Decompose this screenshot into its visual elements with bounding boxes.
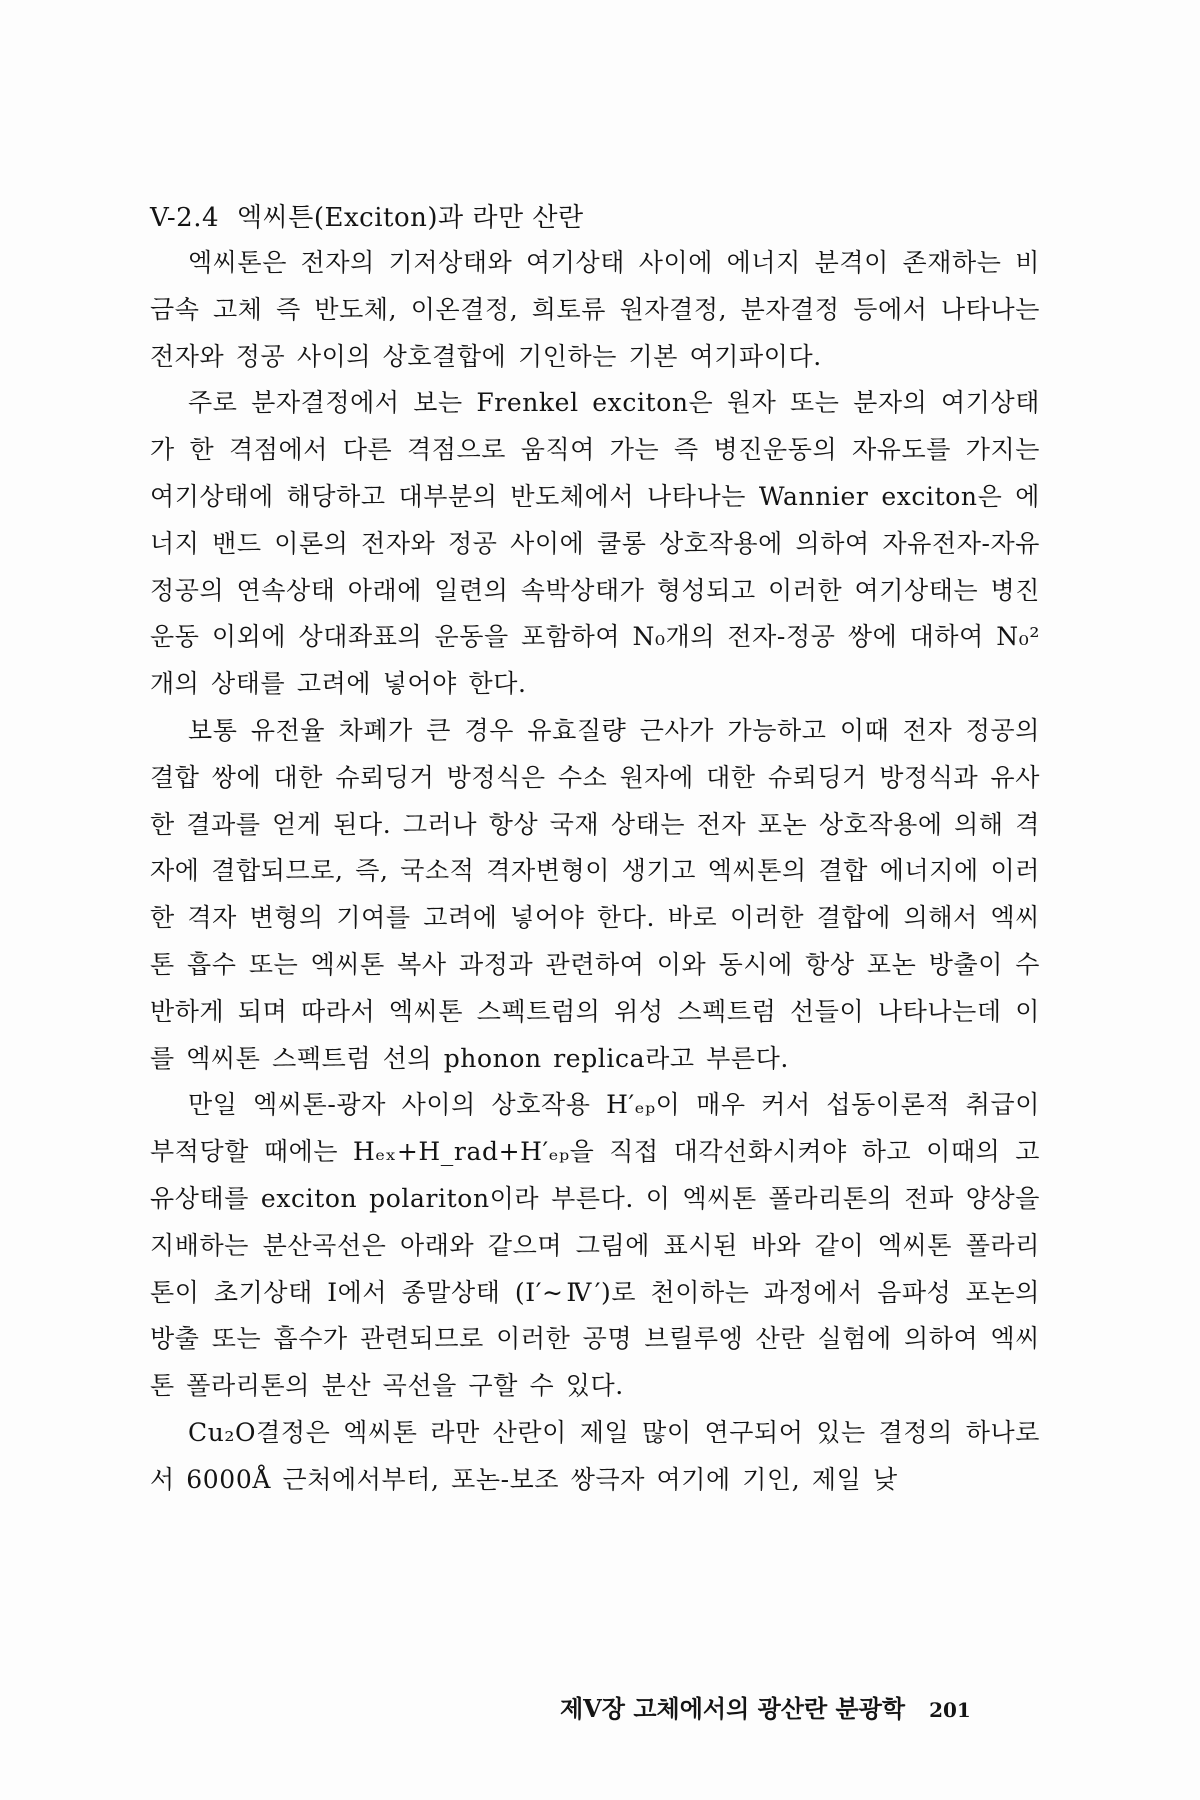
body-text bbox=[150, 196, 1040, 1504]
section-title: 엑씨튼(Exciton)과 라만 산란 bbox=[237, 203, 584, 233]
paragraph-exciton-polariton: 만일 엑씨톤-광자 사이의 상호작용 H′ₑₚ이 매우 커서 섭동이론적 취급이 부적당할 때에는 Hₑₓ+H_rad+H′ₑₚ을 직접 대각선화시켜야 하고 이때의 고유상태를 exciton polariton이라 부른다. 이 엑씨톤 폴라리톤의 전파 양상을 지배하는 분산곡선은 아래와 같으며 그림에 표시된 바와 같이 엑씨톤 폴라리톤이 초기상태 I에서 종말상태 (I′∼Ⅳ′)로 천이하는 과정에서 음파성 포논의 방출 또는 흡수가 관련되므로 이러한 공명 브릴루엥 산란 실험에 의하여 엑씨톤 폴라리톤의 분산 곡선을 구할 수 있다. bbox=[150, 1090, 1040, 1401]
page-number: 201 bbox=[929, 1698, 971, 1722]
running-footer bbox=[560, 1693, 1030, 1726]
chapter-title: 제Ⅴ장 고체에서의 광산란 분광학 bbox=[560, 1694, 906, 1723]
paragraph-frenkel-wannier: 주로 분자결정에서 보는 Frenkel exciton은 원자 또는 분자의 여기상태가 한 격점에서 다른 격점으로 움직여 가는 즉 병진운동의 자유도를 가지는 여기상태에 해당하고 대부분의 반도체에서 나타나는 Wannier exciton은 에너지 밴드 이론의 전자와 정공 사이에 쿨롱 상호작용에 의하여 자유전자-자유정공의 연속상태 아래에 일련의 속박상태가 형성되고 이러한 여기상태는 병진운동 이외에 상대좌표의 운동을 포함하여 N₀개의 전자-정공 쌍에 대하여 N₀²개의 상태를 고려에 넣어야 한다. bbox=[150, 388, 1040, 699]
section-heading bbox=[150, 196, 1040, 240]
section-number: V-2.4 bbox=[150, 203, 220, 233]
paragraph-cu2o-crystal: Cu₂O결정은 엑씨톤 라만 산란이 제일 많이 연구되어 있는 결정의 하나로서 6000Å 근처에서부터, 포논-보조 쌍극자 여기에 기인, 제일 낮 bbox=[150, 1417, 1040, 1494]
paragraph-exciton-definition: 엑씨톤은 전자의 기저상태와 여기상태 사이에 에너지 분격이 존재하는 비금속 고체 즉 반도체, 이온결정, 희토류 원자결정, 분자결정 등에서 나타나는 전자와 정공 사이의 상호결합에 기인하는 기본 여기파이다. bbox=[150, 248, 1040, 371]
paragraph-phonon-replica: 보통 유전율 차폐가 큰 경우 유효질량 근사가 가능하고 이때 전자 정공의 결합 쌍에 대한 슈뢰딩거 방정식은 수소 원자에 대한 슈뢰딩거 방정식과 유사한 결과를 얻게 된다. 그러나 항상 국재 상태는 전자 포논 상호작용에 의해 격자에 결합되므로, 즉, 국소적 격자변형이 생기고 엑씨톤의 결합 에너지에 이러한 격자 변형의 기여를 고려에 넣어야 한다. 바로 이러한 결합에 의해서 엑씨톤 흡수 또는 엑씨톤 복사 과정과 관련하여 이와 동시에 항상 포논 방출이 수반하게 되며 따라서 엑씨톤 스펙트럼의 위성 스펙트럼 선들이 나타나는데 이를 엑씨톤 스펙트럼 선의 phonon replica라고 부른다. bbox=[150, 715, 1040, 1073]
